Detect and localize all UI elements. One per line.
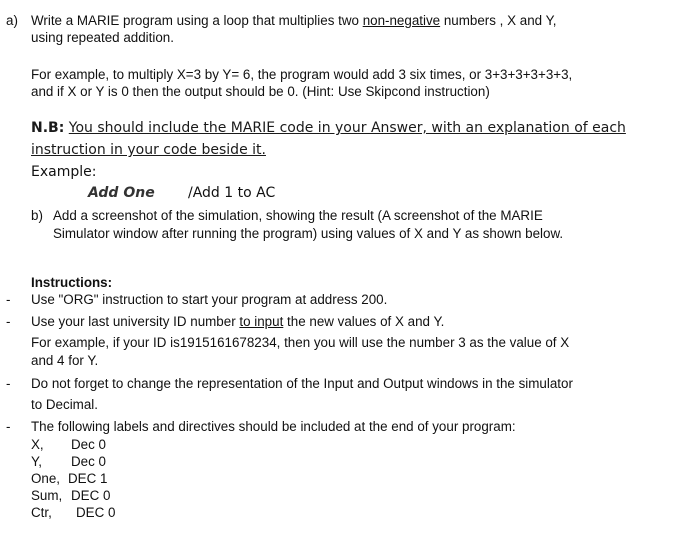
instruction-item-3-line-2: to Decimal. (31, 397, 98, 412)
directive-row (31, 436, 115, 453)
part-a-example-line-2: and if X or Y is 0 then the output should be 0. (Hint: Use Skipcond instruction) (31, 84, 490, 99)
directive-row (31, 487, 115, 504)
directive-value: Dec 0 (71, 437, 106, 452)
part-a-line-2: using repeated addition. (31, 30, 174, 45)
bullet-4: - (6, 419, 11, 434)
directive-label: One, (31, 471, 61, 486)
directive-value: Dec 0 (71, 454, 106, 469)
example-heading: Example: (31, 164, 97, 180)
directives-list (31, 436, 115, 521)
part-a-example-line-1: For example, to multiply X=3 by Y= 6, the program would add 3 six times, or 3+3+3+3+3+3, (31, 67, 573, 82)
instruction-item-1: Use "ORG" instruction to start your program at address 200. (31, 292, 388, 307)
instruction-item-2 (31, 313, 444, 330)
instruction-item-3-line-1: Do not forget to change the representation of the Input and Output windows in the simulator (31, 376, 573, 391)
part-a-line-1 (31, 12, 557, 29)
instruction-item-2-example-line-1: For example, if your ID is1915161678234, then you will use the number 3 as the value of X (31, 335, 570, 350)
instructions-heading: Instructions: (31, 275, 113, 290)
directive-row (31, 453, 115, 470)
nb-note-line-2: instruction in your code beside it. (31, 142, 266, 158)
bullet-2: - (6, 314, 11, 329)
nb-text-line-1: You should include the MARIE code in your Answer, with an explanation of each (68, 120, 626, 136)
nb-label: N.B: (31, 120, 65, 136)
directive-value: DEC 0 (76, 505, 116, 520)
instruction-item-2-example-line-2: and 4 for Y. (31, 353, 99, 368)
directive-label: Ctr, (31, 505, 52, 520)
directive-label: Y, (31, 454, 42, 469)
nb-note-line-1 (31, 118, 626, 138)
directive-value: DEC 0 (71, 488, 111, 503)
part-a-marker: a) (6, 13, 18, 28)
bullet-3: - (6, 376, 11, 391)
directive-row (31, 470, 115, 487)
part-a-line-1-pre: Write a MARIE program using a loop that multiplies two (31, 13, 363, 28)
part-b-line-1: Add a screenshot of the simulation, showing the result (A screenshot of the MARIE (53, 208, 543, 223)
directive-row (31, 504, 115, 521)
directive-label: X, (31, 437, 44, 452)
instruction-item-4: The following labels and directives should be included at the end of your program: (31, 419, 516, 434)
part-b-marker: b) (31, 208, 43, 223)
directive-value: DEC 1 (68, 471, 108, 486)
instruction-item-2-pre: Use your last university ID number (31, 314, 240, 329)
bullet-1: - (6, 292, 11, 307)
part-b-line-2: Simulator window after running the program) using values of X and Y as shown below. (53, 226, 564, 241)
instruction-item-2-post: the new values of X and Y. (283, 314, 445, 329)
example-code-line (88, 185, 155, 202)
non-negative-underlined: non-negative (362, 13, 441, 28)
example-instruction: Add One (88, 185, 155, 201)
directive-label: Sum, (31, 488, 63, 503)
part-a-line-1-post: numbers , X and Y, (440, 13, 557, 28)
example-comment: /Add 1 to AC (188, 185, 276, 201)
to-input-underlined: to input (239, 314, 284, 329)
